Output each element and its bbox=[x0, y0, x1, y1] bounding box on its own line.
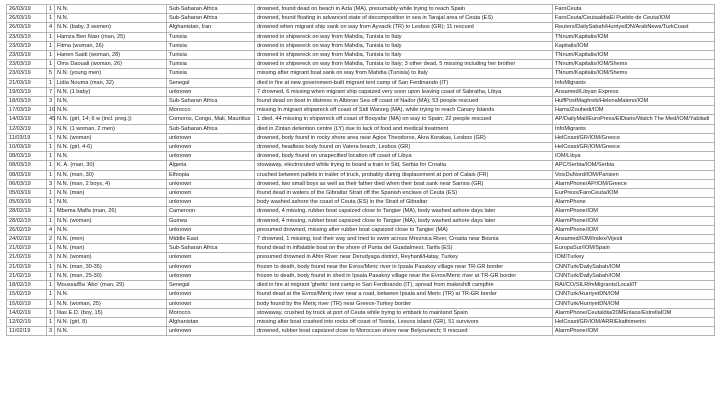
source-cell: TNnum/Kapitalis/IOM bbox=[553, 51, 715, 60]
region-cell: Senegal bbox=[167, 281, 255, 290]
number-cell: 1 bbox=[47, 60, 55, 69]
table-row bbox=[7, 106, 715, 115]
source-cell: HuffPostMaghreb/HelenaMaleno/IOM bbox=[553, 97, 715, 106]
name-cell: N.N. bbox=[55, 97, 167, 106]
name-cell: N.N. (1 baby) bbox=[55, 87, 167, 96]
name-cell: N.N. (1 woman, 2 men) bbox=[55, 124, 167, 133]
region-cell: Middle East bbox=[167, 235, 255, 244]
name-cell: Hanen Saidi (woman, 28) bbox=[55, 51, 167, 60]
region-cell: Ethiopia bbox=[167, 170, 255, 179]
number-cell: 7 bbox=[47, 87, 55, 96]
date-cell: 23/03/19 bbox=[7, 69, 47, 78]
date-cell: 23/03/19 bbox=[7, 51, 47, 60]
name-cell: N.N. (girl, 8) bbox=[55, 317, 167, 326]
number-cell: 10 bbox=[47, 106, 55, 115]
date-cell: 11/03/19 bbox=[7, 133, 47, 142]
number-cell: 1 bbox=[47, 207, 55, 216]
date-cell: 10/03/19 bbox=[7, 143, 47, 152]
date-cell: 21/02/19 bbox=[7, 271, 47, 280]
number-cell: 1 bbox=[47, 244, 55, 253]
date-cell: 08/03/19 bbox=[7, 161, 47, 170]
table-row bbox=[7, 41, 715, 50]
date-cell: 12/02/19 bbox=[7, 317, 47, 326]
date-cell: 28/02/19 bbox=[7, 216, 47, 225]
number-cell: 1 bbox=[47, 290, 55, 299]
source-cell: AlarmPhone/IOM bbox=[553, 327, 715, 336]
name-cell: Oms Daouali (woman, 26) bbox=[55, 60, 167, 69]
description-cell: drowned, 4 missing, rubber boat capsized close to Tangier (MA), body washed ashore days later bbox=[255, 216, 553, 225]
name-cell: N.N. bbox=[55, 327, 167, 336]
source-cell: IOM/Libya bbox=[553, 152, 715, 161]
region-cell: unknown bbox=[167, 327, 255, 336]
region-cell: unknown bbox=[167, 143, 255, 152]
region-cell: Algeria bbox=[167, 161, 255, 170]
date-cell: 11/02/19 bbox=[7, 327, 47, 336]
region-cell: Morocco bbox=[167, 106, 255, 115]
name-cell: N.N. (woman) bbox=[55, 133, 167, 142]
source-cell: FaroCeuta/CeutaaldiaEl Pueblo de Ceuta/IOM bbox=[553, 14, 715, 23]
source-cell: AlarmPhone/IOM bbox=[553, 225, 715, 234]
date-cell: 21/02/19 bbox=[7, 244, 47, 253]
number-cell: 1 bbox=[47, 5, 55, 14]
region-cell: Tunisia bbox=[167, 69, 255, 78]
table-row bbox=[7, 124, 715, 133]
region-cell: Sub-Saharan Africa bbox=[167, 97, 255, 106]
description-cell: presumed drowned in Afrin River near Derudyaga district, Reyhanli/Hatay, Turkey bbox=[255, 253, 553, 262]
date-cell: 15/02/19 bbox=[7, 299, 47, 308]
number-cell: 5 bbox=[47, 69, 55, 78]
description-cell: presumed drowned, missing after rubber boat capsized close to Tangier (MA) bbox=[255, 225, 553, 234]
table-row bbox=[7, 143, 715, 152]
number-cell: 3 bbox=[47, 327, 55, 336]
region-cell: unknown bbox=[167, 299, 255, 308]
region-cell: unknown bbox=[167, 179, 255, 188]
name-cell: Lidia Nouma (man, 32) bbox=[55, 78, 167, 87]
description-cell: frozen to death, body found near the Evros/Meric river in Ipsala Pasakoy village near TR-GR border bbox=[255, 262, 553, 271]
source-cell: HelCoast/GR/IOM/Greece bbox=[553, 143, 715, 152]
name-cell: N.N. bbox=[55, 14, 167, 23]
date-cell: 18/02/19 bbox=[7, 281, 47, 290]
description-cell: 1 died, 44 missing in shipwreck off coast of Bouyafar (MA) on way to Spain; 22 people rescued bbox=[255, 115, 553, 124]
name-cell: Fitma (woman, 26) bbox=[55, 41, 167, 50]
name-cell: N.N. (man, 30-35) bbox=[55, 262, 167, 271]
date-cell: 12/03/19 bbox=[7, 124, 47, 133]
region-cell: unknown bbox=[167, 87, 255, 96]
source-cell: AlarmPhone/IOM bbox=[553, 207, 715, 216]
date-cell: 05/03/19 bbox=[7, 198, 47, 207]
number-cell: 3 bbox=[47, 179, 55, 188]
source-cell: AP/DailyMail/EuroPress/ElDiario/Watch The Med/IOM/Yabiladi bbox=[553, 115, 715, 124]
source-cell: EuropaSur/IOM/Spain bbox=[553, 244, 715, 253]
source-cell: VoixDuNord/IOM/Parisien bbox=[553, 170, 715, 179]
description-cell: drowned, 4 missing, rubber boat capsized close to Tangier (MA), body washed ashore days later bbox=[255, 207, 553, 216]
number-cell: 3 bbox=[47, 124, 55, 133]
source-cell: CNNTurk/DailySabah/IOM bbox=[553, 271, 715, 280]
region-cell: Sub-Saharan Africa bbox=[167, 124, 255, 133]
name-cell: N.N. bbox=[55, 198, 167, 207]
description-cell: body found by the Meriç river (TR) near Greece-Turkey border bbox=[255, 299, 553, 308]
date-cell: 26/03/19 bbox=[7, 14, 47, 23]
region-cell: Afghanistan, Iran bbox=[167, 23, 255, 32]
description-cell: body washed ashore the coast of Ceuta (ES) in the Strait of Gibraltar bbox=[255, 198, 553, 207]
date-cell: 21/03/19 bbox=[7, 78, 47, 87]
table-body bbox=[7, 5, 715, 336]
source-cell: TNnum/Kapitalis/IOM/Shems bbox=[553, 60, 715, 69]
number-cell: 3 bbox=[47, 253, 55, 262]
number-cell: 1 bbox=[47, 143, 55, 152]
table-row bbox=[7, 5, 715, 14]
name-cell: N.N. (woman, 25) bbox=[55, 299, 167, 308]
source-cell: APC/Serbia/IOM/Serbia bbox=[553, 161, 715, 170]
date-cell: 23/03/19 bbox=[7, 32, 47, 41]
region-cell: Tunisia bbox=[167, 32, 255, 41]
source-cell: CNNTurk/HurriyetDN/IOM bbox=[553, 299, 715, 308]
region-cell: Tunisia bbox=[167, 60, 255, 69]
name-cell: N.N. (woman) bbox=[55, 216, 167, 225]
number-cell: 1 bbox=[47, 14, 55, 23]
source-cell: Ansamed/Libyan Express bbox=[553, 87, 715, 96]
name-cell: Mbema Malfa (man, 26) bbox=[55, 207, 167, 216]
description-cell: found dead in inflatable boat on the shore of Punta del Guadalmesí, Tarifa (ES) bbox=[255, 244, 553, 253]
table-row bbox=[7, 299, 715, 308]
description-cell: drowned, body found on unspecified location off coast of Libya bbox=[255, 152, 553, 161]
table-row bbox=[7, 327, 715, 336]
table-row bbox=[7, 23, 715, 32]
name-cell: N.N. bbox=[55, 5, 167, 14]
number-cell: 1 bbox=[47, 198, 55, 207]
name-cell: N.N. (men) bbox=[55, 235, 167, 244]
table-row bbox=[7, 317, 715, 326]
description-cell: missing after boat crashed into rocks off coast of Tsonia, Lesvos island (GR), 51 survivors bbox=[255, 317, 553, 326]
table-row bbox=[7, 216, 715, 225]
name-cell: N.N. (man, 30) bbox=[55, 170, 167, 179]
description-cell: missing after migrant boat sank on way from Mahdia (Tunisia) to Italy bbox=[255, 69, 553, 78]
number-cell: 1 bbox=[47, 271, 55, 280]
source-cell: EurPress/FaroCeuta/IOM bbox=[553, 189, 715, 198]
region-cell: Sub-Saharan Africa bbox=[167, 14, 255, 23]
number-cell: 2 bbox=[47, 235, 55, 244]
table-row bbox=[7, 14, 715, 23]
date-cell: 23/03/19 bbox=[7, 41, 47, 50]
description-cell: drowned, rubber boat capsized close to Moroccan shore near Belyounech; 9 rescued bbox=[255, 327, 553, 336]
source-cell: AlarmPhone bbox=[553, 198, 715, 207]
source-cell: CNNTurk/HurriyetDN/IOM bbox=[553, 290, 715, 299]
date-cell: 24/02/19 bbox=[7, 235, 47, 244]
date-cell: 14/03/19 bbox=[7, 115, 47, 124]
table-row bbox=[7, 170, 715, 179]
table-row bbox=[7, 271, 715, 280]
table-row bbox=[7, 290, 715, 299]
description-cell: 7 drowned, 6 missing when migrant ship capsized very soon upon leaving coast of Sabratha, Libya bbox=[255, 87, 553, 96]
number-cell: 4 bbox=[47, 23, 55, 32]
table-row bbox=[7, 244, 715, 253]
name-cell: K. A. (man, 30) bbox=[55, 161, 167, 170]
description-cell: missing in migrant shipwreck off coast of Sidi Warzeg (MA), while trying to reach Canary Islands bbox=[255, 106, 553, 115]
date-cell: 15/02/19 bbox=[7, 290, 47, 299]
number-cell: 1 bbox=[47, 170, 55, 179]
number-cell: 1 bbox=[47, 189, 55, 198]
table-row bbox=[7, 32, 715, 41]
source-cell: TNnum/Kapitalis/IOM/Shems bbox=[553, 69, 715, 78]
region-cell: Cameroon bbox=[167, 207, 255, 216]
date-cell: 26/03/19 bbox=[7, 23, 47, 32]
table-row bbox=[7, 152, 715, 161]
table-row bbox=[7, 161, 715, 170]
source-cell: Reuters/DailySabah/HurriyetDN/ArabNews/TurkCoast bbox=[553, 23, 715, 32]
table-row bbox=[7, 69, 715, 78]
name-cell: N.N. (girl, 14; 6 w (incl. preg.)) bbox=[55, 115, 167, 124]
region-cell: unknown bbox=[167, 253, 255, 262]
description-cell: drowned, found floating in advanced state of decomposition in sea in Tarajal area of Ceuta (ES) bbox=[255, 14, 553, 23]
table-row bbox=[7, 115, 715, 124]
number-cell: 1 bbox=[47, 317, 55, 326]
description-cell: drowned in shipwreck on way from Mahdia, Tunisia to Italy bbox=[255, 51, 553, 60]
name-cell: N.N. bbox=[55, 290, 167, 299]
source-cell: AlarmPhone/AP/IOM/Greece bbox=[553, 179, 715, 188]
date-cell: 26/03/19 bbox=[7, 5, 47, 14]
source-cell: InfoMigrants bbox=[553, 78, 715, 87]
number-cell: 1 bbox=[47, 161, 55, 170]
description-cell: found dead in waters of the Gibraltar Strait off the Spanish enclave of Ceuta (ES) bbox=[255, 189, 553, 198]
description-cell: died in fire at migrant 'ghetto' tent camp in San Ferdinando (IT), spread from makeshift campfire bbox=[255, 281, 553, 290]
region-cell: Sub-Saharan Africa bbox=[167, 5, 255, 14]
table-row bbox=[7, 60, 715, 69]
description-cell: died in fire at new government-built migrant tent camp of San Ferdinando (IT) bbox=[255, 78, 553, 87]
description-cell: found dead on boat in distress in Alboran Sea off coast of Nador (MA); 53 people rescued bbox=[255, 97, 553, 106]
source-cell: IOM/Turkey bbox=[553, 253, 715, 262]
date-cell: 08/03/19 bbox=[7, 152, 47, 161]
table-row bbox=[7, 207, 715, 216]
table-row bbox=[7, 281, 715, 290]
number-cell: 1 bbox=[47, 299, 55, 308]
description-cell: drowned in shipwreck on way from Mahdia, Tunisia to Italy bbox=[255, 41, 553, 50]
region-cell: unknown bbox=[167, 189, 255, 198]
date-cell: 28/02/19 bbox=[7, 207, 47, 216]
number-cell: 1 bbox=[47, 262, 55, 271]
table-row bbox=[7, 262, 715, 271]
date-cell: 14/02/19 bbox=[7, 308, 47, 317]
table-row bbox=[7, 189, 715, 198]
table-row bbox=[7, 78, 715, 87]
region-cell: unknown bbox=[167, 271, 255, 280]
date-cell: 26/02/19 bbox=[7, 225, 47, 234]
source-cell: Kapitalis/IOM bbox=[553, 41, 715, 50]
region-cell: Guinea bbox=[167, 216, 255, 225]
source-cell: AlarmPhone/Ceutaldia/20MEnlace/EstrellaIOM bbox=[553, 308, 715, 317]
name-cell: N.N. bbox=[55, 152, 167, 161]
table-row bbox=[7, 253, 715, 262]
name-cell: N.N. (man, 2 boys, 4) bbox=[55, 179, 167, 188]
number-cell: 45 bbox=[47, 115, 55, 124]
name-cell: Hamza Ben Nasr (man, 25) bbox=[55, 32, 167, 41]
description-cell: stowaway, electrocuted while trying to board a train in Sid, Serbia for Croatia bbox=[255, 161, 553, 170]
description-cell: 7 drowned, 1 missing, lost their way and tried to swim across Mreznica River, Croatia near Bosnia bbox=[255, 235, 553, 244]
description-cell: frozen to death, body found in shed in Ipsala Pasakoy village near the Evros/Meric river at TR-GR border bbox=[255, 271, 553, 280]
table-row bbox=[7, 198, 715, 207]
description-cell: drowned, found dead on beach in Azla (MA), presumably while trying to reach Spain bbox=[255, 5, 553, 14]
date-cell: 21/02/19 bbox=[7, 262, 47, 271]
date-cell: 05/03/19 bbox=[7, 189, 47, 198]
description-cell: drowned when migrant ship sank on way from Ayvacik (TR) to Lesbos (GR); 11 rescued bbox=[255, 23, 553, 32]
date-cell: 19/03/19 bbox=[7, 87, 47, 96]
region-cell: unknown bbox=[167, 262, 255, 271]
table-row bbox=[7, 51, 715, 60]
number-cell: 1 bbox=[47, 216, 55, 225]
number-cell: 1 bbox=[47, 281, 55, 290]
number-cell: 1 bbox=[47, 32, 55, 41]
table-row bbox=[7, 97, 715, 106]
region-cell: unknown bbox=[167, 225, 255, 234]
date-cell: 06/03/19 bbox=[7, 179, 47, 188]
table-row bbox=[7, 179, 715, 188]
region-cell: Morocco bbox=[167, 308, 255, 317]
table-row bbox=[7, 235, 715, 244]
date-cell: 17/03/19 bbox=[7, 106, 47, 115]
description-cell: drowned, headless body found on Vatera beach, Lesbos (GR) bbox=[255, 143, 553, 152]
name-cell: N.N. (girl, 4-6) bbox=[55, 143, 167, 152]
name-cell: N.N. (man) bbox=[55, 244, 167, 253]
description-cell: drowned, body found in rocky shore area near Agios Theodoros, Akra Korakas, Lesbos (GR) bbox=[255, 133, 553, 142]
number-cell: 3 bbox=[47, 97, 55, 106]
table-row bbox=[7, 225, 715, 234]
name-cell: N.N. (baby, 3 women) bbox=[55, 23, 167, 32]
number-cell: 1 bbox=[47, 133, 55, 142]
name-cell: N.N. (man, 25-30) bbox=[55, 271, 167, 280]
description-cell: found dead at the Evros/Meriç river near a road, between Ipsala and Meric (TR) at TR-GR border bbox=[255, 290, 553, 299]
number-cell: 1 bbox=[47, 308, 55, 317]
source-cell: HelCoast/GR/IOM/Greece bbox=[553, 133, 715, 142]
source-cell: AlarmPhone/IOM bbox=[553, 216, 715, 225]
number-cell: 1 bbox=[47, 78, 55, 87]
table-row bbox=[7, 87, 715, 96]
table-row bbox=[7, 133, 715, 142]
casualty-list-table bbox=[6, 4, 715, 336]
region-cell: unknown bbox=[167, 152, 255, 161]
date-cell: 23/03/19 bbox=[7, 60, 47, 69]
description-cell: died in Zintan detention centre (LY) due to lack of food and medical treatment bbox=[255, 124, 553, 133]
description-cell: stowaway, crushed by truck at port of Ceuta while trying to embark to mainland Spain bbox=[255, 308, 553, 317]
region-cell: Tunisia bbox=[167, 51, 255, 60]
description-cell: crushed between pallets in trailer of truck, probably during displacement at port of Calais (FR) bbox=[255, 170, 553, 179]
description-cell: drowned in shipwreck on way from Mahdia, Tunisia to Italy bbox=[255, 32, 553, 41]
date-cell: 21/02/19 bbox=[7, 253, 47, 262]
source-cell: CNNTurk/DailySabah/IOM bbox=[553, 262, 715, 271]
number-cell: 1 bbox=[47, 41, 55, 50]
number-cell: 4 bbox=[47, 225, 55, 234]
description-cell: drowned in shipwreck on way from Mahdia, Tunisia to Italy; 3 other dead, 5 missing including her brother bbox=[255, 60, 553, 69]
name-cell: N.N. bbox=[55, 106, 167, 115]
table-row bbox=[7, 308, 715, 317]
source-cell: InfoMigrants bbox=[553, 124, 715, 133]
source-cell: Ansamed/IOM/Index/Vijesti bbox=[553, 235, 715, 244]
source-cell: TNnum/Kapitalis/IOM bbox=[553, 32, 715, 41]
region-cell: Afghanistan bbox=[167, 317, 255, 326]
source-cell: FaroCeuta bbox=[553, 5, 715, 14]
description-cell: drowned, two small boys as well as their father died when their boat sank near Samos (GR) bbox=[255, 179, 553, 188]
number-cell: 1 bbox=[47, 152, 55, 161]
source-cell: RAI/CO/SILRfmMigrants/Local/IT bbox=[553, 281, 715, 290]
region-cell: Comoros, Congo, Mali, Mauritius bbox=[167, 115, 255, 124]
region-cell: Tunisia bbox=[167, 41, 255, 50]
name-cell: N.N. (woman) bbox=[55, 253, 167, 262]
name-cell: Moussa/Ba 'Abo' (man, 29) bbox=[55, 281, 167, 290]
name-cell: Ilias E.D. (boy, 15) bbox=[55, 308, 167, 317]
source-cell: Hams/Zouhedi/IOM bbox=[553, 106, 715, 115]
name-cell: N.N. (man) bbox=[55, 189, 167, 198]
region-cell: unknown bbox=[167, 133, 255, 142]
date-cell: 08/03/19 bbox=[7, 170, 47, 179]
name-cell: N.N. bbox=[55, 225, 167, 234]
region-cell: unknown bbox=[167, 198, 255, 207]
region-cell: Senegal bbox=[167, 78, 255, 87]
date-cell: 18/03/19 bbox=[7, 97, 47, 106]
region-cell: unknown bbox=[167, 290, 255, 299]
name-cell: N.N. (young men) bbox=[55, 69, 167, 78]
region-cell: Sub-Saharan Africa bbox=[167, 244, 255, 253]
source-cell: HelCoast/GR/IOM/ARRIEkathimerini bbox=[553, 317, 715, 326]
number-cell: 1 bbox=[47, 51, 55, 60]
